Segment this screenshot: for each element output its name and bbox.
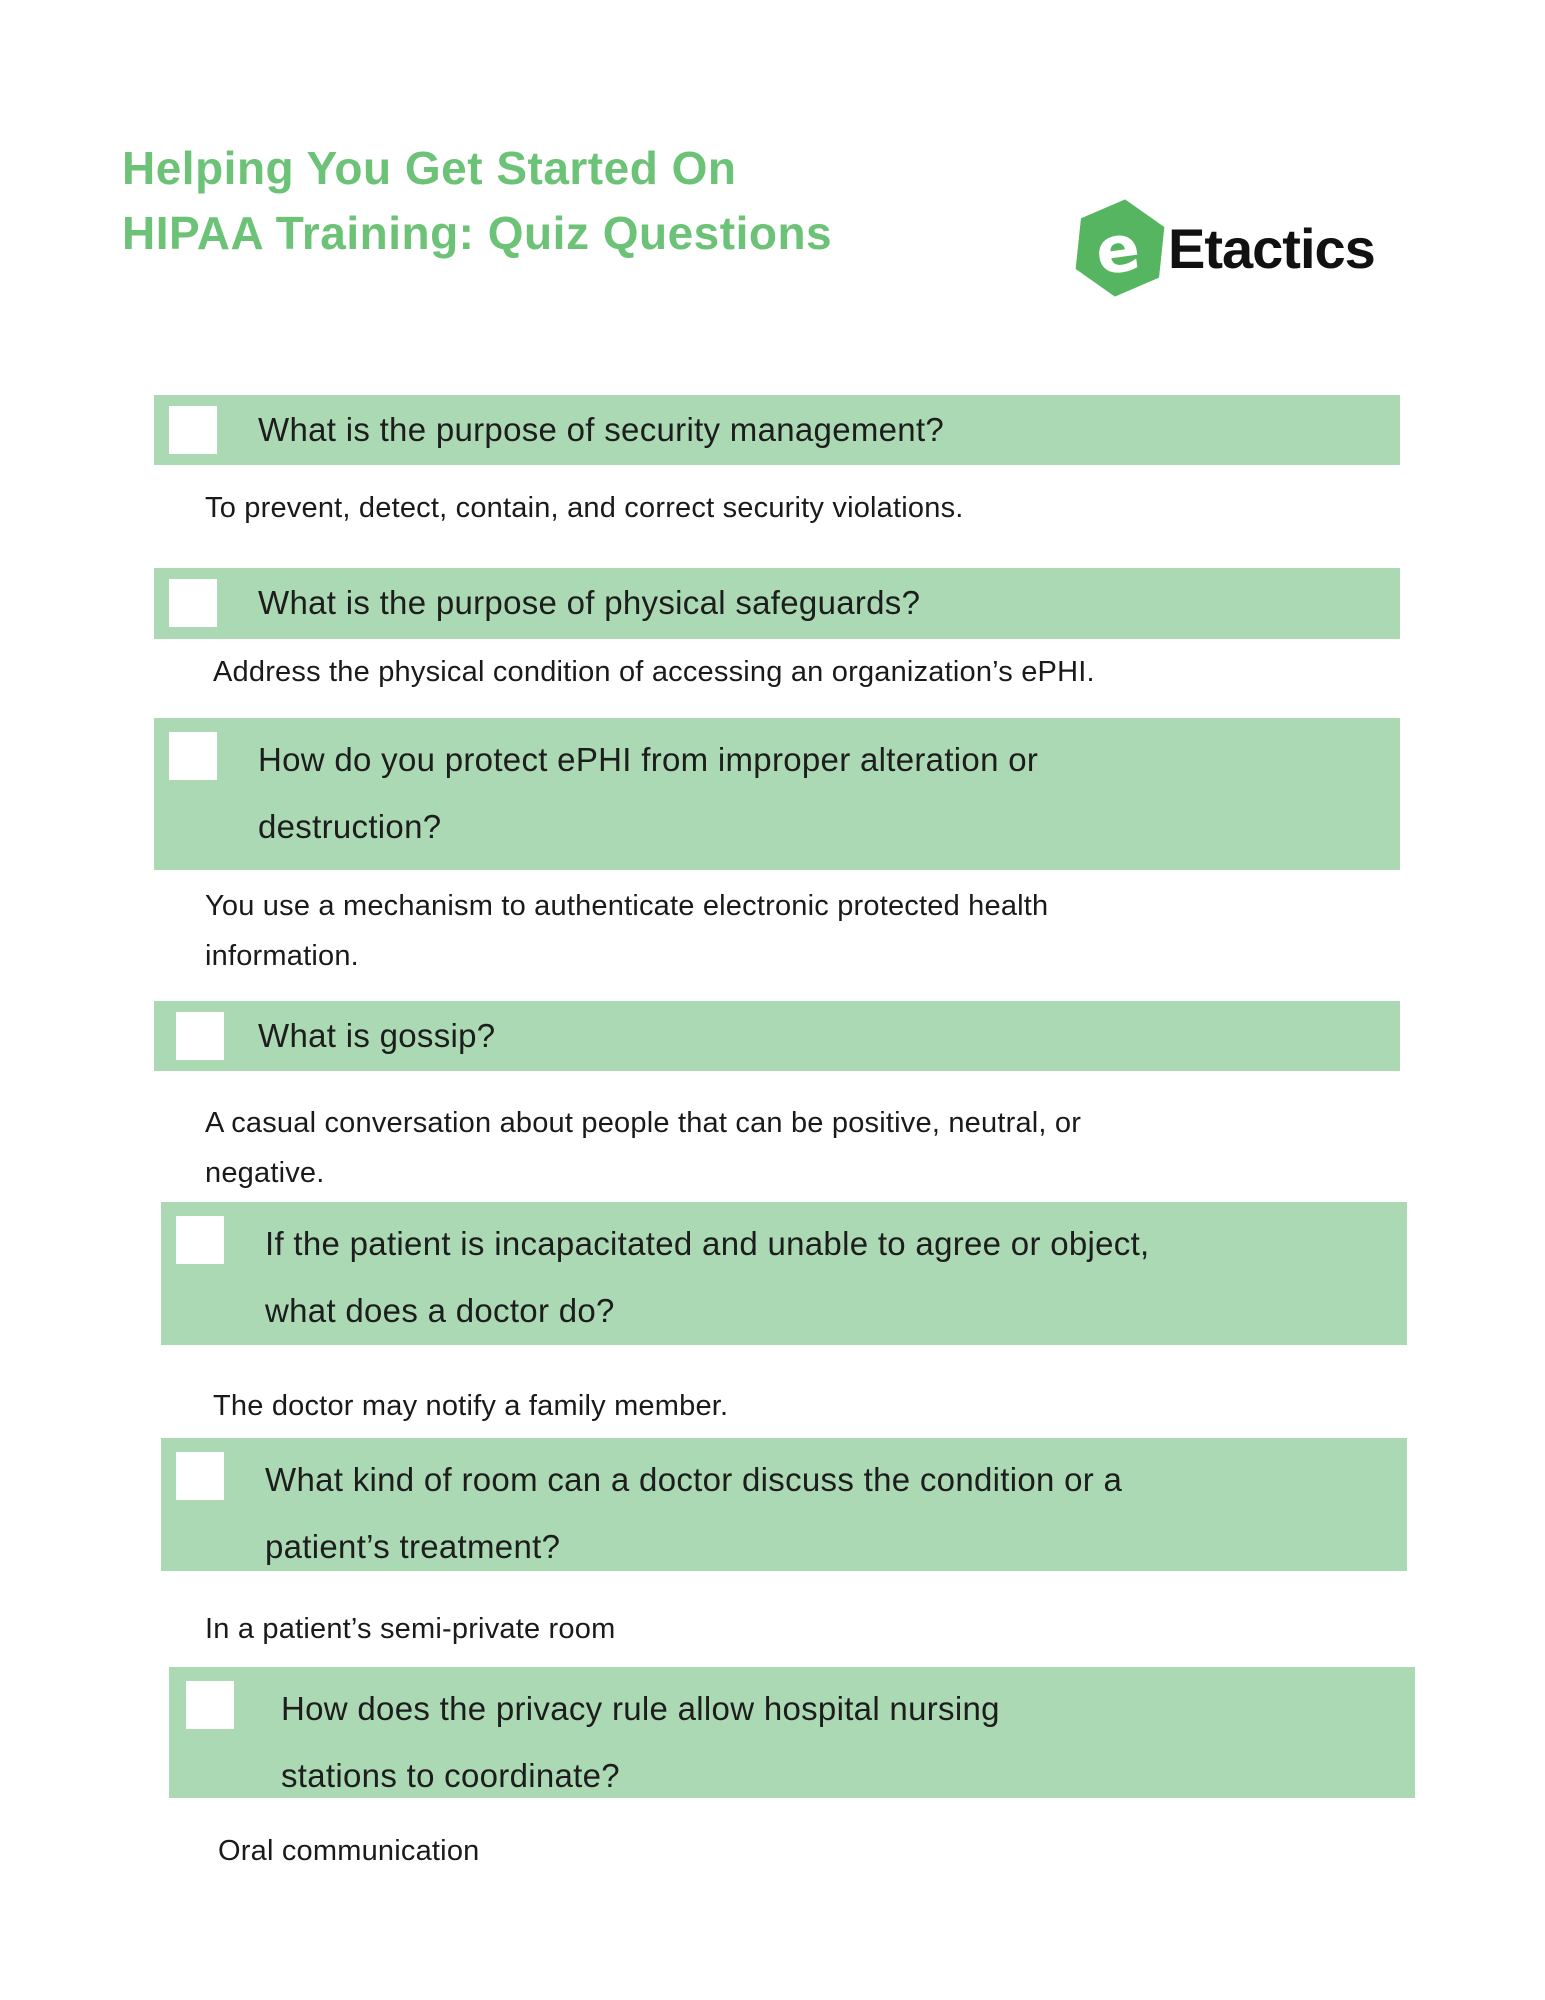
checkbox[interactable]: [176, 1216, 224, 1264]
question-bar: [154, 1001, 1400, 1071]
question-bar: [161, 1438, 1407, 1571]
etactics-logo: [1078, 198, 1375, 298]
question-text: What is the purpose of physical safeguards?: [258, 584, 921, 621]
answer-text: In a patient’s semi-private room: [205, 1613, 616, 1645]
question-bar: [154, 568, 1400, 639]
page-title-line2: HIPAA Training: Quiz Questions: [122, 207, 833, 260]
checkbox[interactable]: [169, 406, 217, 454]
question-text: How does the privacy rule allow hospital nursing stations to coordinate?: [281, 1690, 1000, 1794]
checkbox[interactable]: [186, 1681, 234, 1729]
answer-text: Address the physical condition of accessing an organization’s ePHI.: [213, 656, 1095, 688]
page-title-line1: Helping You Get Started On: [122, 142, 737, 194]
answer-text: You use a mechanism to authenticate electronic protected health information.: [205, 890, 1049, 972]
question-bar: [154, 395, 1400, 465]
checkbox[interactable]: [169, 732, 217, 780]
svg-text:e: e: [1090, 210, 1145, 291]
checkbox[interactable]: [176, 1012, 224, 1060]
question-text: What kind of room can a doctor discuss the condition or a patient’s treatment?: [265, 1461, 1123, 1565]
checkbox[interactable]: [176, 1452, 224, 1500]
question-bar: [161, 1202, 1407, 1345]
answer-text: The doctor may notify a family member.: [213, 1390, 729, 1422]
page-title: [122, 136, 832, 267]
etactics-logo-text: Etactics: [1168, 216, 1375, 280]
answer-text: Oral communication: [218, 1835, 480, 1867]
question-text: What is gossip?: [258, 1017, 496, 1054]
answer-text: A casual conversation about people that can be positive, neutral, or negative.: [205, 1107, 1082, 1189]
question-text: How do you protect ePHI from improper alteration or destruction?: [258, 741, 1039, 845]
answer-text: To prevent, detect, contain, and correct security violations.: [205, 492, 964, 524]
question-bar: [169, 1667, 1415, 1798]
checkbox[interactable]: [169, 579, 217, 627]
question-text: If the patient is incapacitated and unable to agree or object, what does a doctor do?: [265, 1225, 1150, 1329]
question-text: What is the purpose of security management?: [258, 411, 945, 448]
etactics-hexagon-icon: [1073, 195, 1167, 301]
question-bar: [154, 718, 1400, 870]
